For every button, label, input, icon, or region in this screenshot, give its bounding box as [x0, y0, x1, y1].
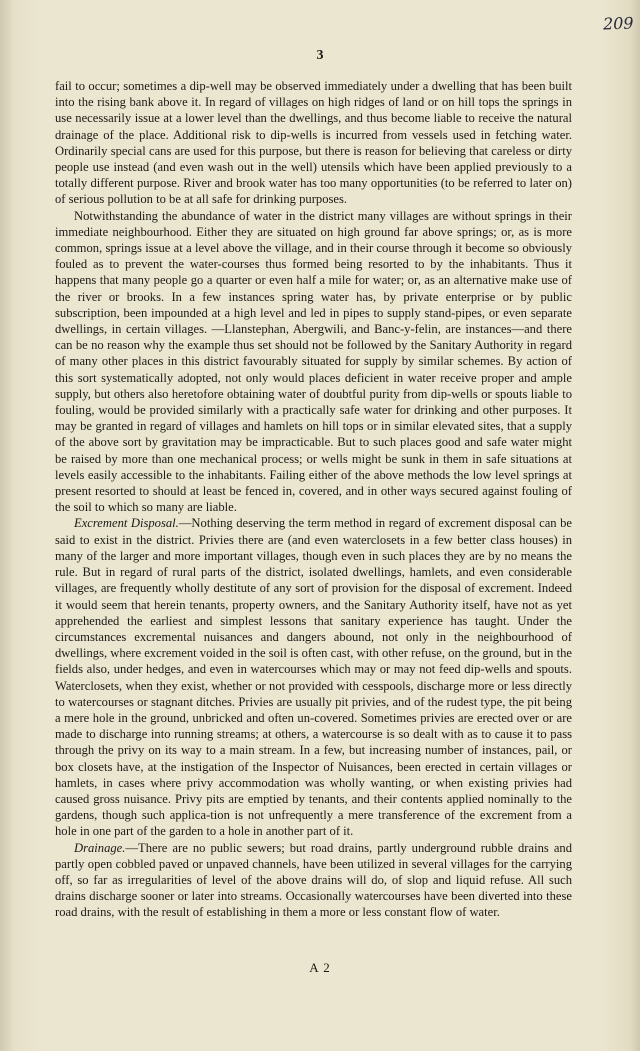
signature-mark: A 2	[309, 960, 331, 975]
paragraph-drainage: Drainage.—There are no public sewers; but road drains, partly underground rubble drains and partly open cobbled paved or unpaved channels, have been utilized in several villages for the carrying off, so far as irregularities of level of the above drains will do, of slop and liquid refuse. All such drains discharge sooner or later into streams. Occasionally watercourses have been diverted into these road drains, with the result of establishing in them a more or less constant flow of water.	[55, 840, 572, 920]
section-heading-drainage: Drainage.	[74, 840, 126, 855]
folio-number: 209	[603, 13, 635, 34]
body-text	[55, 78, 572, 921]
paragraph-water-wells: fail to occur; sometimes a dip-well may be observed immediately under a dwelling that has been built into the rising bank above it. In regard of villages on high ridges of land or on hill tops the springs in use necessarily issue at a lower level than the dwellings, and thus become liable to receive the natural drainage of the place. Additional risk to dip-wells is incurred from vessels used in fetching water. Ordinarily special cans are used for this purpose, but there is reason for believing that careless or dirty people use instead (and even wash out in the well) utensils which have been applied previously to a totally different purpose. River and brook water has too many opportunities (to be referred to later on) of serious pollution to be at all safe for drinking purposes.	[55, 79, 572, 207]
section-heading-excrement: Excrement Disposal.	[74, 516, 179, 531]
page-number: 3	[316, 48, 324, 63]
paragraph-excrement-disposal: Excrement Disposal.—Nothing deserving the term method in regard of excrement disposal can be said to exist in the district. Privies there are (and even waterclosets in a few better class houses) in many of the larger and more important villages, though even in such places they are by no means the rule. But in regard of rural parts of the district, isolated dwellings, hamlets, and even considerable villages, are frequently wholly destitute of any sort of provision for the disposal of excrement. Indeed it would seem that herein tenants, property owners, and the Sanitary Authority itself, have not as yet apprehended the earliest and simplest lessons that sanitary experience has taught. Under the circumstances excremental nuisances and dangers abound, not only in the neighbourhood of dwellings, where excrement voided in the soil is often cast, with other refuse, on the ground, but in the fields also, under hedges, and even in watercourses which may or may not feed dip-wells and spouts. Waterclosets, when they exist, whether or not provided with cesspools, discharge more or less directly to watercourses or stagnant ditches. Privies are usually pit privies, and of the rudest type, the pit being a mere hole in the ground, unbricked and often un-covered. Sometimes privies are erected over or are made to discharge into running streams; at others, a watercourse is so dealt with as to cause it to pass through the privy on its way to a main stream. In a few, but increasing number of instances, pail, or box closets have, at the instigation of the Inspector of Nuisances, been erected in certain villages or hamlets, in cases where privy accommodation was wholly wanting, or when existing privies had caused gross nuisance. Privy pits are emptied by tenants, and their contents applied nominally to the gardens, though such applica-tion is not unfrequently a mere transference of the excrement from a hole in one part of the garden to a hole in another part of it.	[55, 516, 572, 839]
paragraph-water-supply: Notwithstanding the abundance of water in the district many villages are without springs in their immediate neighbourhood. Either they are situated on high ground far above springs; or, as is more common, springs issue at a level above the village, and in their course through it become so obviously fouled as to prevent the water-courses thus formed being resorted to by the inhabitants. Thus it happens that many people go a quarter or even half a mile for water; or, as an alternative make use of the river or brooks. In a few instances spring water has, by private enterprise or by public subscription, been impounded at a high level and led in pipes to supply stand-pipes, or even separate dwellings, in certain villages. —Llanstephan, Abergwili, and Banc-y-felin, are instances—and there can be no reason why the example thus set should not be followed by the Sanitary Authority in regard of many other places in this district favourably situated for supply by similar schemes. By action of this sort systematically adopted, not only would places deficient in water receive proper and ample supply, but others also heretofore obtaining water of doubtful purity from dip-wells or spouts liable to fouling, would be provided similarly with a practically safe water for drinking and other purposes. It may be granted in regard of villages and hamlets on hill tops or in similar elevated sites, that a supply of the above sort by gravitation may be impracticable. But to such places good and safe water might be raised by more than one mechanical process; or wells might be sunk in them in safe situations at levels easily accessible to the inhabitants. Failing either of the above methods the low level springs at present resorted to should at least be fenced in, covered, and in other ways secured against fouling of the soil to which so many are liable.	[55, 208, 572, 515]
